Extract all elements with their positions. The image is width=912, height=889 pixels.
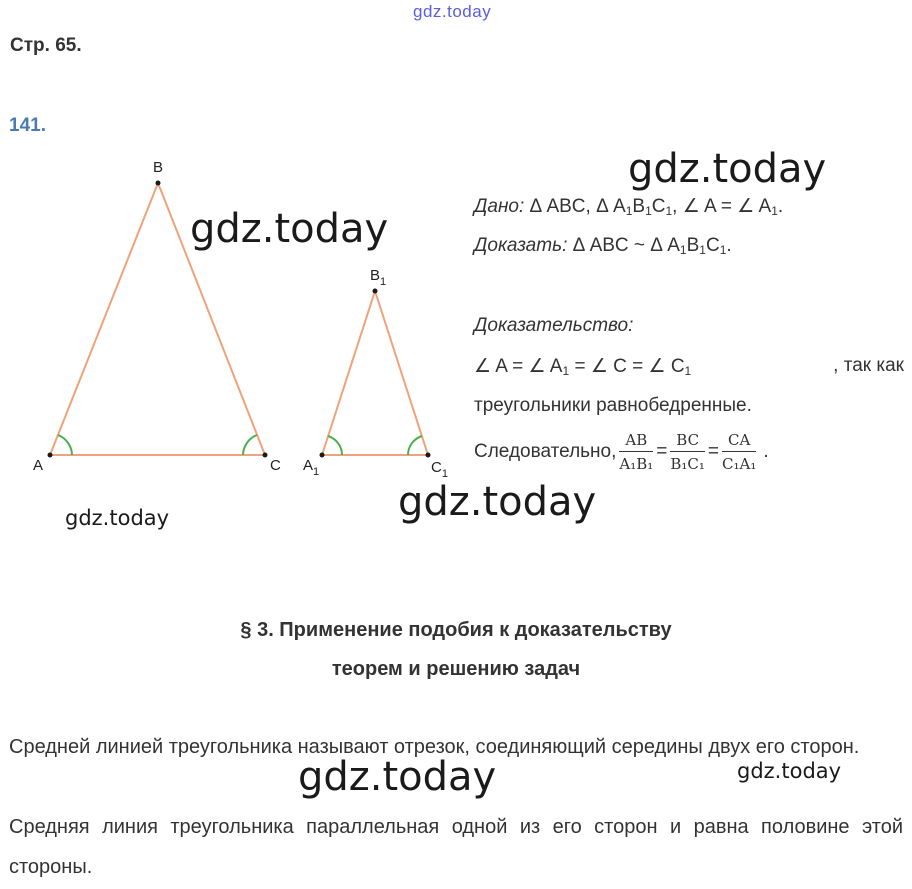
- vertex-b: [156, 181, 161, 186]
- watermark-1: gdz.today: [628, 146, 827, 192]
- label-a: A: [33, 457, 44, 474]
- angle-arc-c1: [408, 436, 422, 455]
- angle-arc-a1: [328, 436, 342, 455]
- vertex-c: [263, 453, 268, 458]
- label-c1: $C_1$: [431, 459, 448, 480]
- fraction-bc: $\frac{BC}{\text{B₁C₁}}$: [670, 431, 705, 473]
- fraction-ca: $\frac{CA}{\text{C₁A₁}}$: [722, 431, 757, 473]
- proof-line-2: треугольники равнобедренные.: [474, 395, 752, 416]
- task-number: 141.: [9, 115, 46, 136]
- vertex-c1: [426, 453, 431, 458]
- proof-label: Доказательство:: [474, 315, 634, 336]
- section-title-line1: § 3. Применение подобия к доказательству: [240, 619, 672, 641]
- watermark-4: gdz.today: [65, 506, 170, 530]
- paragraph-midline-property: Средняя линия треугольника параллельная одной из его сторон и равна половине этой стороны.: [9, 816, 903, 878]
- label-b: B: [153, 159, 164, 176]
- label-c: C: [270, 457, 281, 474]
- watermark-top: gdz.today: [413, 2, 492, 21]
- conclusion-line: Следовательно, $\frac{AB}{\text{A₁B₁}}$ = $\frac{BC}{\text{B₁C₁}}$ = $\frac{CA}{\text{C₁A₁}}$ .: [474, 431, 769, 473]
- label-a1: $A_1$: [303, 457, 320, 478]
- section-title-line2: теорем и решению задач: [331, 658, 581, 680]
- angle-arc-a: [58, 435, 72, 455]
- angle-arc-c: [243, 435, 257, 455]
- prove-line: Доказать: Δ ABC ~ Δ $A_1B_1C_1$.: [474, 235, 732, 257]
- given-label: Дано:: [474, 196, 525, 217]
- watermark-5: gdz.today: [298, 754, 497, 800]
- watermark-6: gdz.today: [737, 759, 842, 783]
- label-b1: $B_1$: [370, 267, 387, 288]
- fraction-ab: $\frac{AB}{\text{A₁B₁}}$: [619, 431, 654, 473]
- paragraph-midline-definition: Средней линией треугольника называют отрезок, соединяющий середины двух его сторон.: [9, 736, 860, 758]
- vertex-b1: [373, 289, 378, 294]
- watermark-2: gdz.today: [190, 206, 389, 252]
- vertex-a: [48, 453, 53, 458]
- vertex-a1: [320, 453, 325, 458]
- prove-label: Доказать:: [474, 235, 568, 256]
- given-line: Дано: Δ ABC, Δ $A_1B_1C_1$, ∠ A = ∠ $A_1$.: [474, 196, 784, 218]
- triangles-figure: [0, 150, 470, 490]
- watermark-3: gdz.today: [398, 479, 597, 525]
- therefore-text: Следовательно,: [474, 441, 617, 462]
- proof-line-1: ∠ A = ∠ $A_1$ = ∠ C = ∠ $C_1$ , так как: [474, 355, 904, 378]
- page-reference: Стр. 65.: [10, 35, 82, 56]
- triangle-a1b1c1: [322, 291, 428, 455]
